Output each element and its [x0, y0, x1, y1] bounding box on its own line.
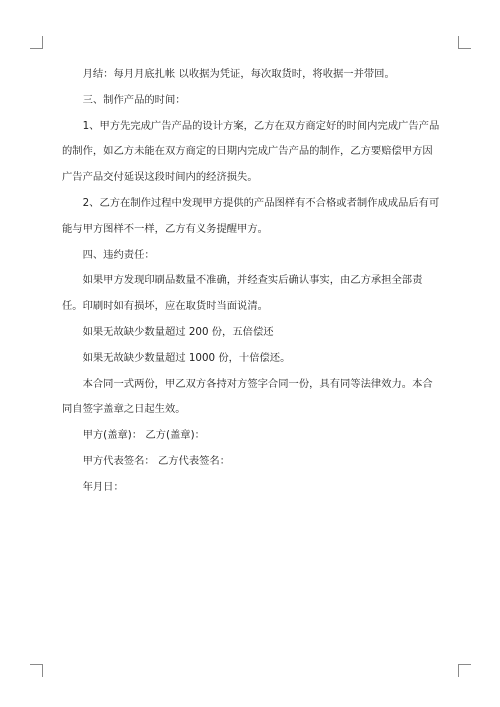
paragraph-clause-1: 1、甲方先完成广告产品的设计方案，乙方在双方商定好的时间内完成广告产品的制作，如乙方未能在双方商定的日期内完成广告产品的制作，乙方要赔偿甲方因广告产品交付延误这段时间内的经济损失。: [62, 119, 440, 184]
heading-production-time: 三、制作产品的时间：: [82, 93, 186, 106]
crop-mark-top-right: [458, 36, 471, 49]
paragraph-quantity-liability: 如果甲方发现印刷品数量不准确，并经查实后确认事实，由乙方承担全部责任。印刷时如有损坏，应在取货时当面说清。: [62, 274, 423, 313]
paragraph-clause-2: 2、乙方在制作过程中发现甲方提供的产品图样有不合格或者制作成成品后有可能与甲方图样不一样，乙方有义务提醒甲方。: [62, 196, 440, 235]
paragraph-monthly-settlement: 月结：每月月底扎帐 以收据为凭证，每次取货时，将收据一并带回。: [82, 68, 395, 80]
crop-mark-bottom-right: [458, 664, 471, 677]
paragraph-contract-validity: 本合同一式两份，甲乙双方各持对方签字合同一份，具有同等法律效力。本合同自签字盖章之日起生效。: [62, 377, 433, 416]
paragraph-penalty-200: 如果无故缺少数量超过 200 份，五倍偿还: [82, 325, 274, 338]
crop-mark-bottom-left: [30, 664, 43, 677]
signature-representative-line: 甲方代表签名： 乙方代表签名：: [82, 454, 231, 467]
signature-seal-line: 甲方(盖章)： 乙方(盖章)：: [82, 429, 205, 442]
heading-liability: 四、违约责任：: [82, 248, 155, 261]
crop-mark-top-left: [30, 36, 43, 49]
paragraph-penalty-1000: 如果无故缺少数量超过 1000 份，十倍偿还。: [82, 351, 291, 364]
date-line: 年月日：: [82, 480, 124, 493]
document-body: [62, 62, 442, 501]
